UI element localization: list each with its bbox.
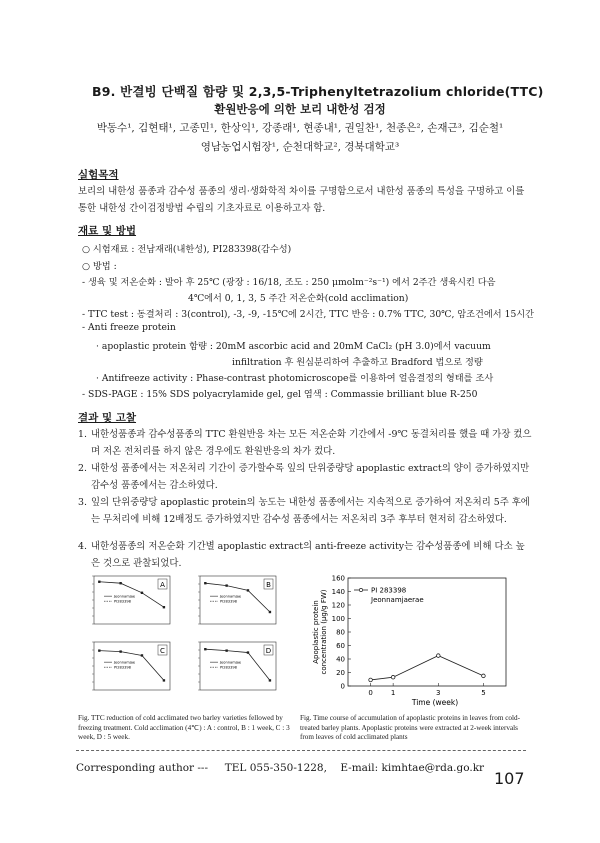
purpose-paragraph: 보리의 내한성 품종과 감수성 품종의 생리·생화학적 차이를 구명함으로서 내한성 품종의 특성을 구명하고 이를 통한 내한성 간이검정방법 수립의 기초자료로 이용하고자 함. [78,186,525,214]
panel-point [141,654,143,656]
method-line: - 생육 및 저온순화 : 발아 후 25℃ (광장 : 16/18, 조도 : 250 μmolm⁻²s⁻¹) 에서 2주간 생육시킨 다음 [82,277,496,288]
legend-entry: Jeonnamjae [114,594,136,599]
method-line: - Anti freeze protein [82,322,176,333]
panel-point [98,649,100,651]
method-line: · Antifreeze activity : Phase-contrast photomicroscope를 이용하여 얼음결정의 형태를 조사 [96,373,494,384]
data-point [482,674,486,678]
method-line: ○ 시험재료 : 전남재래(내한성), PI283398(감수성) [82,244,292,255]
panel-label: A [160,581,165,589]
legend-marker [359,588,362,591]
legend-entry: Jeonnamjae [220,594,242,599]
legend-entry: PI283398 [220,599,237,604]
panel-point [225,584,227,586]
panel-label: B [266,581,271,589]
panel-point [119,650,121,652]
panel-line [99,651,164,681]
series-line-pi283398 [371,656,484,680]
result-number: 3. [78,497,87,508]
panel-point [247,651,249,653]
x-axis-label: Time (week) [411,698,459,707]
section-heading-results: 결과 및 고찰 [78,412,137,424]
panel-label: C [160,647,165,655]
data-point [369,678,373,682]
section-heading-purpose: 실험목적 [78,169,119,181]
panel-point [163,679,165,681]
result-number: 4. [78,541,87,552]
corresponding-author-label: Corresponding author --- [76,762,209,774]
method-line: infiltration 후 원심분리하여 추출하고 Bradford 법으로 정량 [232,357,483,368]
panel-label: D [265,647,272,655]
panel-point [204,582,206,584]
result-text: 내한성품종과 감수성품종의 TTC 환원반응 차는 모든 저온순화 기간에서 -9℃ 동결처리를 했을 때 가장 컸으며 저온 전처리를 하지 않은 경우에도 환원반응의 차가 컸다. [91,429,532,457]
method-line: · apoplastic protein 함량 : 20mM ascorbic acid and 20mM CaCl₂ (pH 3.0)에서 vacuum [96,341,491,352]
legend-entry-jeonnamjaerae: Jeonnamjaerae [371,596,424,604]
data-point [391,675,395,679]
panel-point [225,649,227,651]
result-item [78,426,533,460]
section-heading-methods: 재료 및 방법 [78,225,137,237]
result-text: 내한성품종의 저온순화 기간별 apoplastic extract의 anti-freeze activity는 감수성품종에 비해 다소 높은 것으로 관찰되었다. [91,541,525,569]
x-tick-label: 3 [436,689,441,697]
ttc-reduction-figure [80,572,292,704]
result-number: 1. [78,429,87,440]
legend-entry: PI283398 [220,665,237,670]
footer-divider [76,750,526,751]
panel-point [98,581,100,583]
y-tick-label: 0 [340,682,345,691]
panel-point [163,606,165,608]
x-tick-label: 1 [390,689,396,697]
ttc-panel [92,576,170,624]
panel-point [119,582,121,584]
panel-point [269,611,271,613]
footer-contact [76,762,484,774]
result-number: 2. [78,463,87,474]
legend-entry: PI283398 [114,599,131,604]
y-tick-label: 120 [331,601,345,610]
ttc-panel [198,576,276,624]
legend-entry: Jeonnamjae [114,660,136,665]
author-list: 박동수¹, 김현태¹, 고종민¹, 한상익¹, 강종래¹, 현종내¹, 권일찬¹, 천종은², 손재근³, 김순철¹ [96,122,504,134]
paper-title-line1: B9. 반결빙 단백질 함량 및 2,3,5-Triphenyltetrazolium chloride(TTC) [92,84,544,99]
y-tick-label: 20 [336,669,345,677]
panel-point [247,589,249,591]
x-tick-label: 0 [368,689,373,697]
x-tick-label: 5 [481,689,486,697]
panel-line [205,649,270,680]
data-point [436,654,440,658]
y-tick-label: 40 [336,655,345,664]
ttc-panel [198,642,276,690]
result-item [78,460,533,494]
result-text: 잎의 단위중량당 apoplastic protein의 농도는 내한성 품종에서는 지속적으로 증가하여 저온처리 5주 후에는 무처리에 비해 12배정도 증가하였지만 감수성 품종에서는 저온처리 3주 후부터 현저히 감소하였다. [91,497,530,525]
legend-entry: PI283398 [114,665,131,670]
method-line: ○ 방법 : [82,261,117,272]
method-line: - SDS-PAGE : 15% SDS polyacrylamide gel, gel 염색 : Commassie brilliant blue R-250 [82,389,478,400]
paper-title-line2: 환원반응에 의한 보리 내한성 검정 [214,102,386,116]
ttc-panel [92,642,170,690]
panel-point [141,592,143,594]
telephone: TEL 055-350-1228, [224,762,327,774]
legend-entry-pi283398: PI 283398 [371,586,407,595]
legend-entry: Jeonnamjae [220,660,242,665]
panel-point [204,648,206,650]
affiliation-list: 영남농업시험장¹, 순천대학교², 경북대학교³ [200,141,400,153]
y-axis-label-line: Apoplastic protein [312,600,320,664]
result-text: 내한성 품종에서는 저온처리 기간이 증가할수록 잎의 단위중량당 apoplastic extract의 양이 증가하였지만 감수성 품종에서는 감소하였다. [91,463,530,491]
figure2-caption: Fig. Time course of accumulation of apoplastic proteins in leaves from cold-treated barley plants. Apoplastic proteins were extracted at 2-week intervals from leaves of cold acclimated plants [300,714,520,741]
figure1-caption: Fig. TTC reduction of cold acclimated two barley varieties fellowed by freezing treatment. Cold acclimation (4℃) : A : control, B : 1 week, C : 3 week, D : 5 week. [78,714,290,741]
y-tick-label: 80 [336,628,345,637]
y-tick-label: 100 [331,615,345,623]
panel-point [269,679,271,681]
y-axis-label-line: concentration (μg/g FW) [320,589,328,675]
y-axis-label [312,589,328,674]
apoplastic-protein-chart [300,574,520,708]
result-item [78,494,533,528]
method-line: 4℃에서 0, 1, 3, 5 주간 저온순화(cold acclimation) [188,293,409,304]
y-tick-label: 160 [331,574,345,583]
page-number: 107 [494,769,525,788]
result-item [78,538,533,572]
method-line: - TTC test : 동결처리 : 3(control), -3, -9, -15℃에 2시간, TTC 반응 : 0.7% TTC, 30℃, 암조건에서 15시간 [82,309,535,320]
email: E-mail: kimhtae@rda.go.kr [340,762,485,774]
y-tick-label: 60 [336,642,345,650]
y-tick-label: 140 [331,588,345,596]
